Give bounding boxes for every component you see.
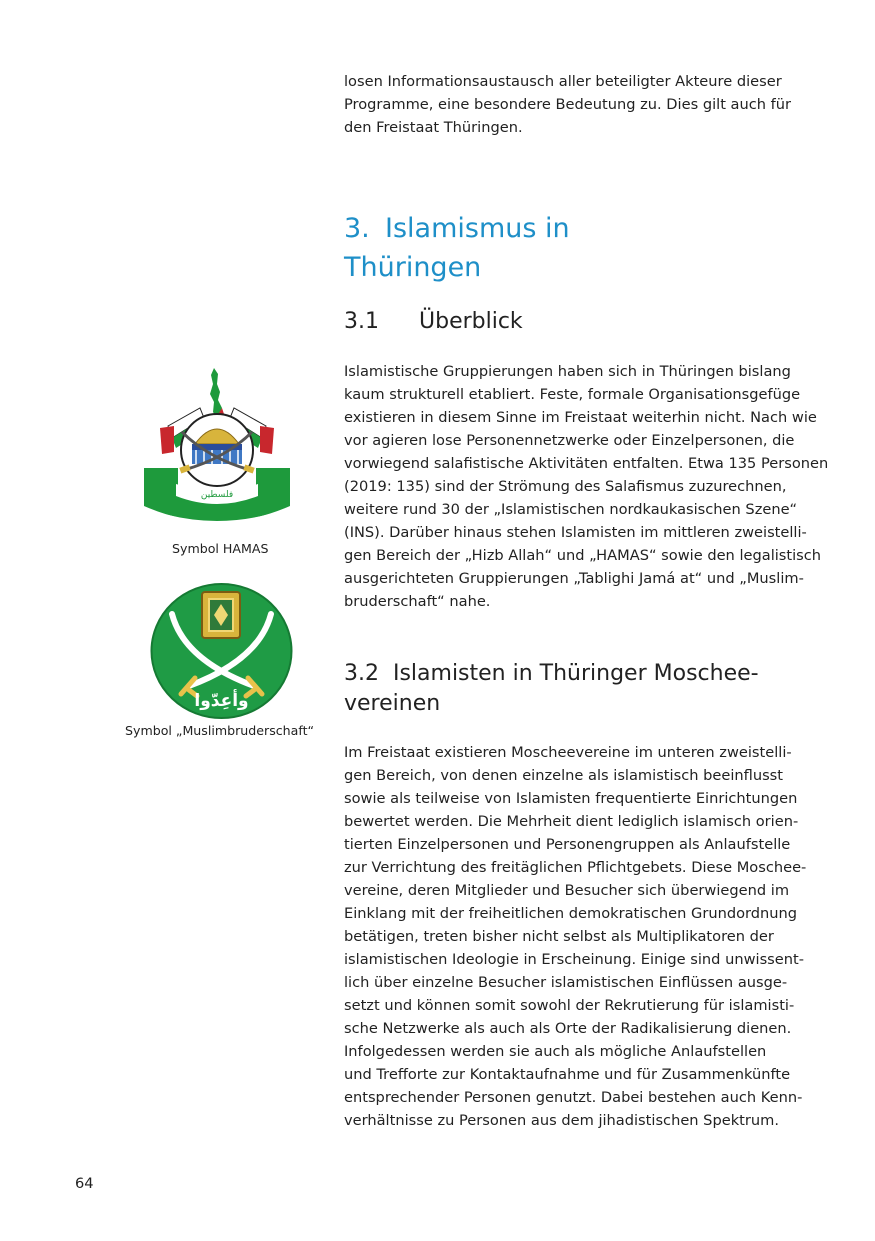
- mosques-line: und Trefforte zur Kontaktaufnahme und für Zusammenkünfte: [344, 1066, 791, 1083]
- chapter-heading: [344, 209, 570, 287]
- mosques-line: betätigen, treten bisher nicht selbst als Multiplikatoren der: [344, 928, 774, 945]
- hamas-emblem: [138, 366, 296, 531]
- mosques-line: gen Bereich, von denen einzelne als islamistisch beeinflusst: [344, 767, 783, 784]
- mosques-line: verhältnisse zu Personen aus dem jihadistischen Spektrum.: [344, 1112, 779, 1129]
- mosques-line: tierten Einzelpersonen und Personengruppen als Anlaufstelle: [344, 836, 791, 853]
- overview-line: kaum strukturell etabliert. Feste, formale Organisationsgefüge: [344, 386, 801, 403]
- intro-line: losen Informationsaustausch aller beteiligter Akteure dieser: [344, 73, 782, 90]
- intro-paragraph: [344, 70, 791, 139]
- mosques-line: Infolgedessen werden sie auch als mögliche Anlaufstellen: [344, 1043, 767, 1060]
- section-heading-mosques: [344, 659, 759, 719]
- overview-line: vor agieren lose Personennetzwerke oder Einzelpersonen, die: [344, 432, 795, 449]
- overview-line: existieren in diesem Sinne im Freistaat weiterhin nicht. Nach wie: [344, 409, 817, 426]
- section-title-line1: 3.2 Islamisten in Thüringer Moschee-: [344, 661, 759, 686]
- muslim-brotherhood-caption: Symbol „Muslimbruderschaft“: [125, 723, 315, 738]
- overview-line: ausgerichteten Gruppierungen „Tablighi Jamá at“ und „Muslim-: [344, 570, 804, 587]
- chapter-title-line2: Thüringen: [344, 252, 482, 283]
- overview-line: vorwiegend salafistische Aktivitäten entfalten. Etwa 135 Personen: [344, 455, 829, 472]
- mosques-line: sowie als teilweise von Islamisten frequentierte Einrichtungen: [344, 790, 798, 807]
- chapter-number: 3.: [344, 213, 370, 244]
- intro-line: Programme, eine besondere Bedeutung zu. Dies gilt auch für: [344, 96, 792, 113]
- mosques-line: bewertet werden. Die Mehrheit dient lediglich islamisch orien-: [344, 813, 799, 830]
- mosques-line: lich über einzelne Besucher islamistischen Einflüssen ausge-: [344, 974, 788, 991]
- section-title: Überblick: [419, 309, 523, 334]
- overview-line: gen Bereich der „Hizb Allah“ und „HAMAS“ sowie den legalistisch: [344, 547, 822, 564]
- section-number: 3.1: [344, 309, 379, 334]
- mosques-line: zur Verrichtung des freitäglichen Pflichtgebets. Diese Moschee-: [344, 859, 807, 876]
- mosques-paragraph: [344, 741, 806, 1132]
- intro-line: den Freistaat Thüringen.: [344, 119, 523, 136]
- overview-paragraph: [344, 360, 828, 613]
- overview-line: (2019: 135) sind der Strömung des Salafismus zuzurechnen,: [344, 478, 787, 495]
- overview-line: weitere rund 30 der „Islamistischen nordkaukasischen Szene“: [344, 501, 798, 518]
- mb-motto-text: وأعِدّوا: [194, 691, 249, 711]
- mosques-line: islamistischen Ideologie in Erscheinung. Einige sind unwissent-: [344, 951, 804, 968]
- muslim-brotherhood-emblem: [150, 582, 293, 720]
- section-heading-overview: [344, 307, 523, 337]
- section-title-line2: vereinen: [344, 691, 441, 716]
- mosques-line: sche Netzwerke als auch als Orte der Radikalisierung dienen.: [344, 1020, 792, 1037]
- mosques-line: setzt und können somit sowohl der Rekrutierung für islamisti-: [344, 997, 795, 1014]
- overview-line: Islamistische Gruppierungen haben sich in Thüringen bislang: [344, 363, 791, 380]
- overview-line: bruderschaft“ nahe.: [344, 593, 491, 610]
- chapter-title-line1: Islamismus in: [385, 213, 570, 244]
- mosques-line: Einklang mit der freiheitlichen demokratischen Grundordnung: [344, 905, 798, 922]
- mosques-line: Im Freistaat existieren Moscheevereine im unteren zweistelli-: [344, 744, 792, 761]
- page-number: 64: [75, 1175, 94, 1192]
- quran-book-icon: [202, 592, 240, 638]
- overview-line: (INS). Darüber hinaus stehen Islamisten im mittleren zweistelli-: [344, 524, 807, 541]
- mosques-line: vereine, deren Mitglieder und Besucher sich überwiegend im: [344, 882, 790, 899]
- mosques-line: entsprechender Personen genutzt. Dabei bestehen auch Kenn-: [344, 1089, 803, 1106]
- hamas-banner-text: فلسطين: [200, 490, 234, 500]
- hamas-caption: Symbol HAMAS: [172, 541, 269, 556]
